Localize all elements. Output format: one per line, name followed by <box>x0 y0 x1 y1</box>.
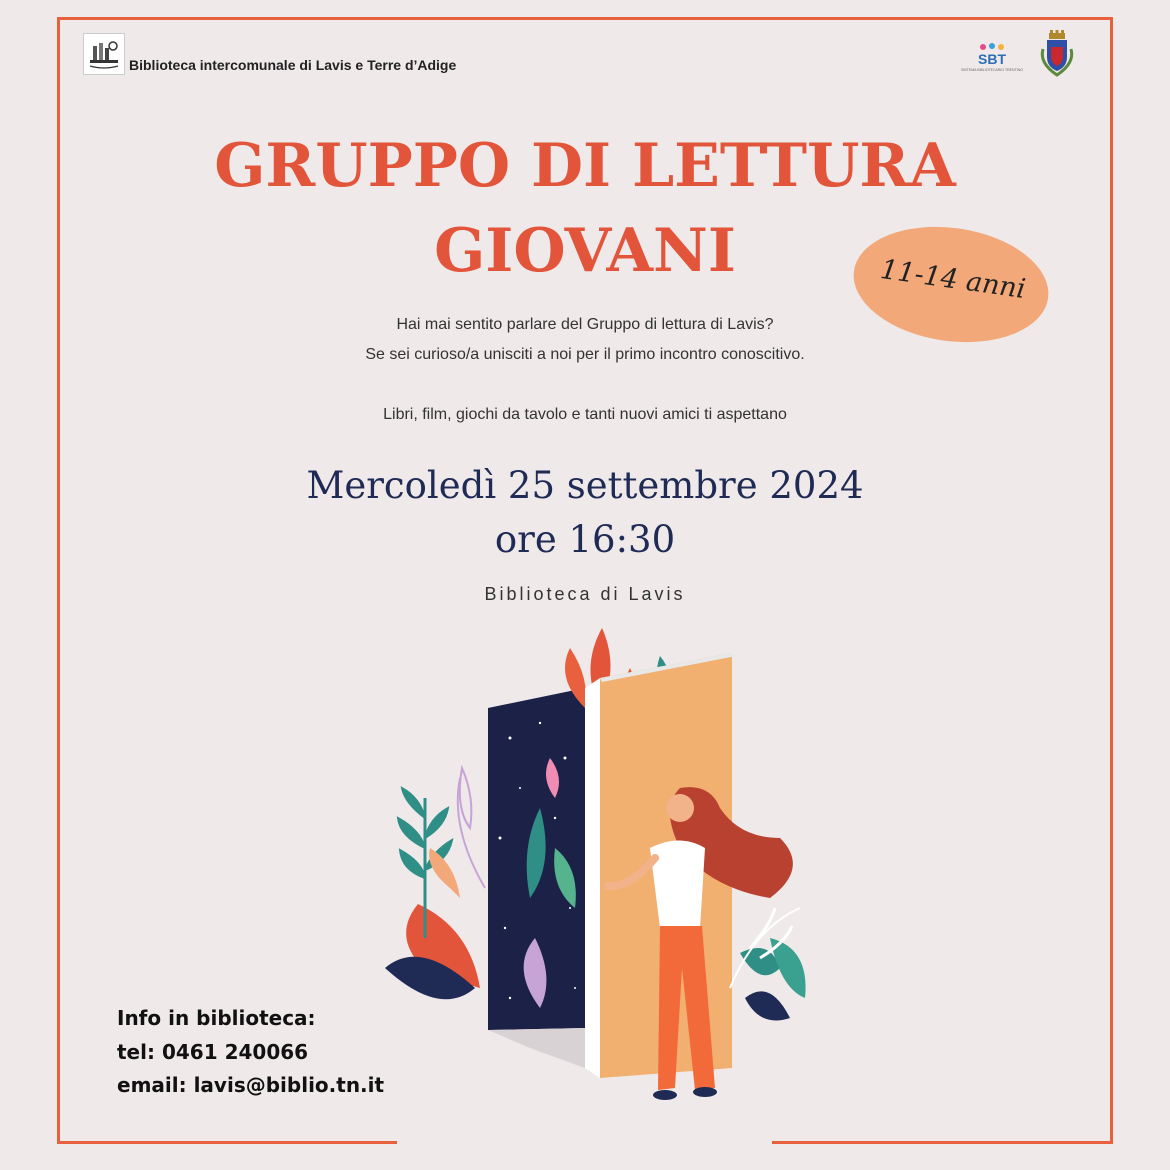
event-time: ore 16:30 <box>494 518 676 561</box>
intro-line-2: Se sei curioso/a unisciti a noi per il primo incontro conoscitivo. <box>365 346 805 363</box>
frame-bottom-right <box>772 1141 1113 1144</box>
intro-line-3: Libri, film, giochi da tavolo e tanti nuovi amici ti aspettano <box>383 406 787 423</box>
library-logo-icon <box>83 33 125 75</box>
intro-line-1: Hai mai sentito parlare del Gruppo di lettura di Lavis? <box>396 316 774 333</box>
title-line-2: GIOVANI <box>434 216 736 286</box>
info-tel[interactable]: tel: 0461 240066 <box>117 1040 309 1064</box>
event-place: Biblioteca di Lavis <box>484 584 686 604</box>
event-date: Mercoledì 25 settembre 2024 <box>306 464 864 507</box>
sbt-logo-subtext: SISTEMA BIBLIOTECARIO TRENTINO <box>961 68 1023 72</box>
info-heading: Info in biblioteca: <box>117 1006 316 1030</box>
sbt-logo-text: SBT <box>978 51 1006 67</box>
frame-bottom-left <box>57 1141 397 1144</box>
age-badge-text: 11-14 anni <box>878 253 1028 306</box>
frame-top <box>57 17 1113 20</box>
municipal-crest-icon <box>1037 29 1077 77</box>
sbt-logo-icon <box>954 42 1030 76</box>
library-name: Biblioteca intercomunale di Lavis e Terre d’Adige <box>129 57 457 73</box>
info-email[interactable]: email: lavis@biblio.tn.it <box>117 1073 385 1097</box>
title-line-1: GRUPPO DI LETTURA <box>214 131 956 201</box>
book-door-illustration-icon <box>380 608 820 1118</box>
